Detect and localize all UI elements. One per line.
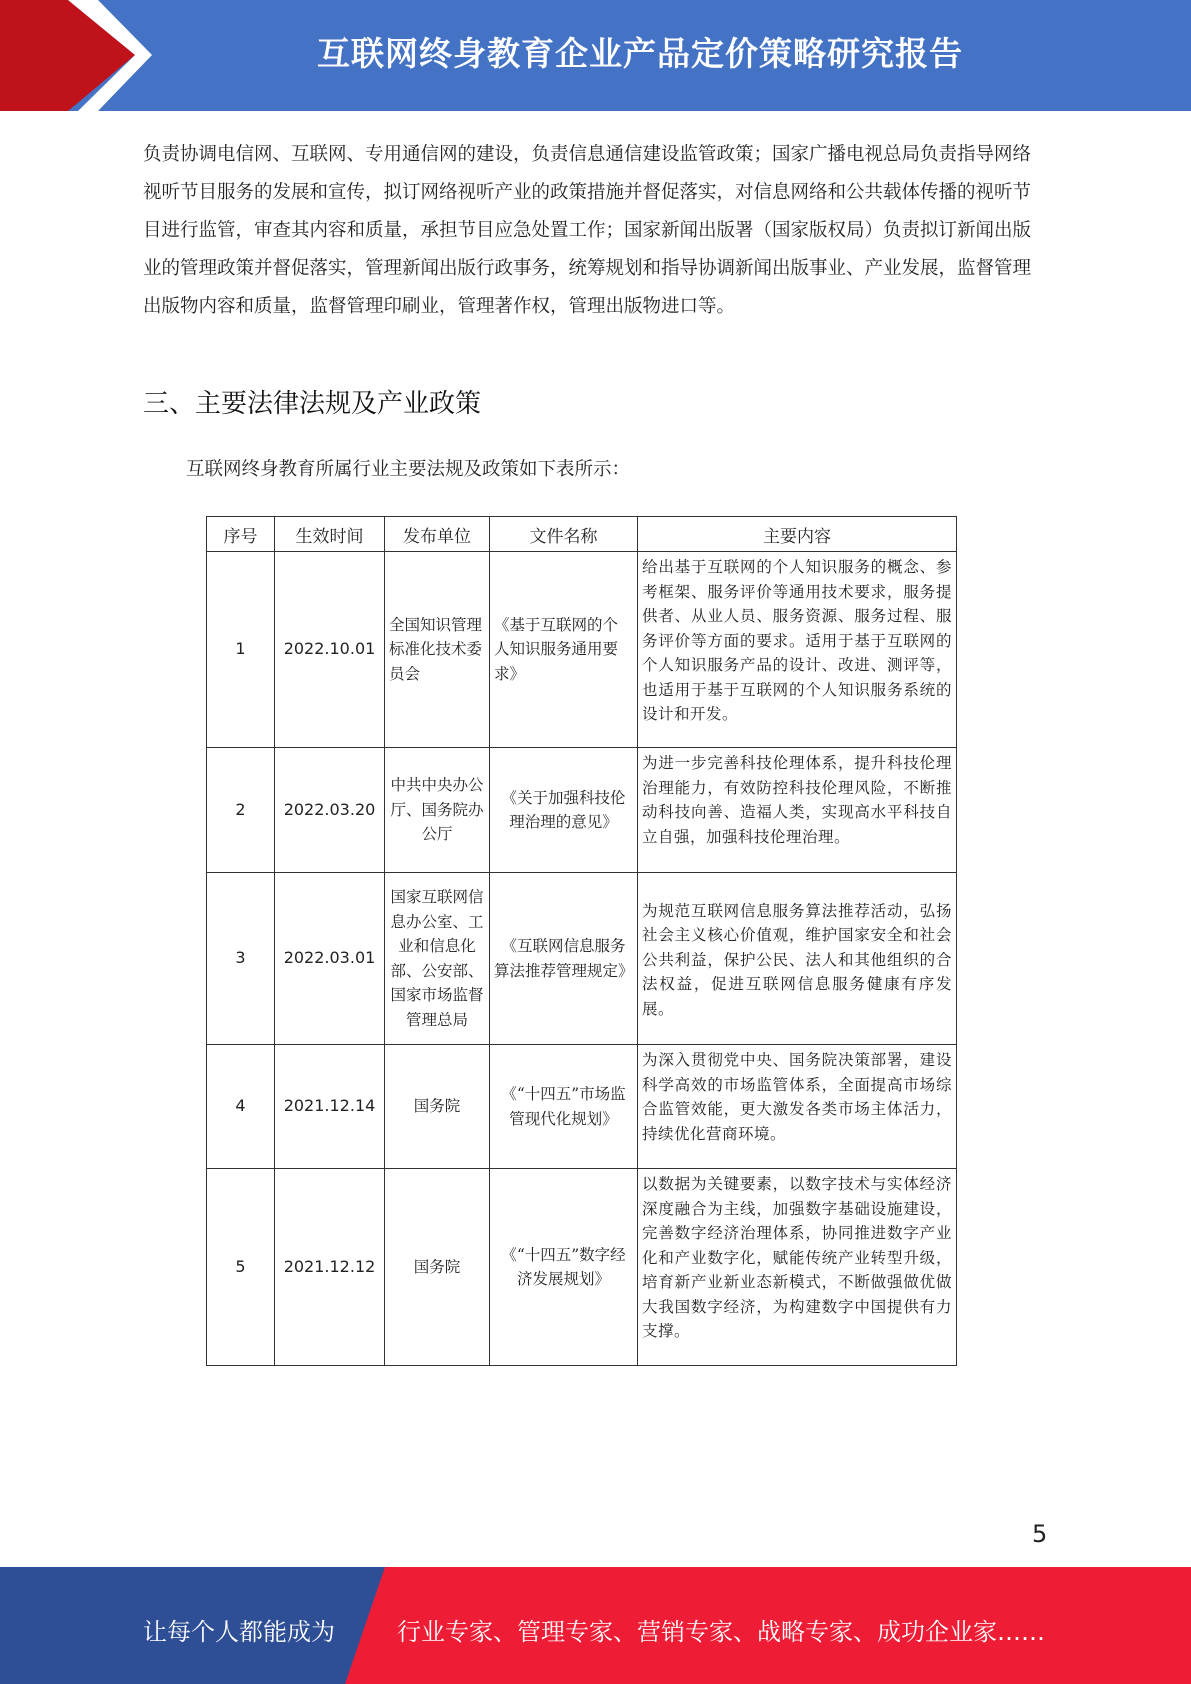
row-content: 以数据为关键要素，以数字技术与实体经济深度融合为主线，加强数字基础设施建设，完善数字经济治理体系，协同推进数字产业化和产业数字化，赋能传统产业转型升级，培育新产业新业态新模式，不断做强做优做大我国数字经济，为构建数字中国提供有力支撑。 [638,1169,957,1366]
page-number: 5 [1032,1520,1048,1548]
row-no: 2 [207,748,275,873]
report-title: 互联网终身教育企业产品定价策略研究报告 [317,34,963,73]
row-doc: 《互联网信息服务算法推荐管理规定》 [490,873,638,1045]
header-content: 主要内容 [638,517,957,552]
table-row [207,873,957,1045]
policy-table [206,516,957,1366]
row-date: 2021.12.14 [275,1045,385,1169]
row-date: 2022.10.01 [275,552,385,748]
page-footer [0,1567,1191,1684]
row-content: 给出基于互联网的个人知识服务的概念、参考框架、服务评价等通用技术要求，服务提供者、从业人员、服务资源、服务过程、服务评价等方面的要求。适用于基于互联网的个人知识服务产品的设计、改进、测评等，也适用于基于互联网的个人知识服务系统的设计和开发。 [638,552,957,748]
row-no: 5 [207,1169,275,1366]
row-date: 2022.03.01 [275,873,385,1045]
row-org: 全国知识管理标准化技术委员会 [385,552,490,748]
table-row [207,1169,957,1366]
row-doc: 《“十四五”数字经济发展规划》 [490,1169,638,1366]
header-doc: 文件名称 [490,517,638,552]
row-org: 国务院 [385,1045,490,1169]
header-org: 发布单位 [385,517,490,552]
row-no: 4 [207,1045,275,1169]
row-content: 为规范互联网信息服务算法推荐活动，弘扬社会主义核心价值观，维护国家安全和社会公共利益，保护公民、法人和其他组织的合法权益，促进互联网信息服务健康有序发展。 [638,873,957,1045]
footer-slogan-right: 行业专家、管理专家、营销专家、战略专家、成功企业家…… [397,1618,1045,1646]
page-header [0,0,1191,111]
header-red-chevron [0,0,150,111]
table-row [207,552,957,748]
section-heading: 三、主要法律法规及产业政策 [143,389,482,419]
row-content: 为深入贯彻党中央、国务院决策部署，建设科学高效的市场监管体系，全面提高市场综合监管效能，更大激发各类市场主体活力，持续优化营商环境。 [638,1045,957,1169]
row-doc: 《基于互联网的个人知识服务通用要求》 [490,552,638,748]
row-doc: 《关于加强科技伦理治理的意见》 [490,748,638,873]
header-no: 序号 [207,517,275,552]
row-no: 3 [207,873,275,1045]
footer-slogan-left: 让每个人都能成为 [143,1618,335,1646]
row-org: 国家互联网信息办公室、工业和信息化部、公安部、国家市场监督管理总局 [385,873,490,1045]
row-no: 1 [207,552,275,748]
row-org: 中共中央办公厅、国务院办公厅 [385,748,490,873]
row-date: 2021.12.12 [275,1169,385,1366]
row-doc: 《“十四五”市场监管现代化规划》 [490,1045,638,1169]
header-date: 生效时间 [275,517,385,552]
table-intro-text: 互联网终身教育所属行业主要法规及政策如下表所示： [186,459,631,480]
table-header-row [207,517,957,552]
row-org: 国务院 [385,1169,490,1366]
row-content: 为进一步完善科技伦理体系，提升科技伦理治理能力，有效防控科技伦理风险，不断推动科技向善、造福人类，实现高水平科技自立自强，加强科技伦理治理。 [638,748,957,873]
table-row [207,1045,957,1169]
row-date: 2022.03.20 [275,748,385,873]
table-row [207,748,957,873]
intro-paragraph: 负责协调电信网、互联网、专用通信网的建设，负责信息通信建设监管政策；国家广播电视总局负责指导网络视听节目服务的发展和宣传，拟订网络视听产业的政策措施并督促落实，对信息网络和公共载体传播的视听节目进行监管，审查其内容和质量，承担节目应急处置工作；国家新闻出版署（国家版权局）负责拟订新闻出版业的管理政策并督促落实，管理新闻出版行政事务，统筹规划和指导协调新闻出版事业、产业发展，监督管理出版物内容和质量，监督管理印刷业，管理著作权，管理出版物进口等。 [143,144,1032,317]
